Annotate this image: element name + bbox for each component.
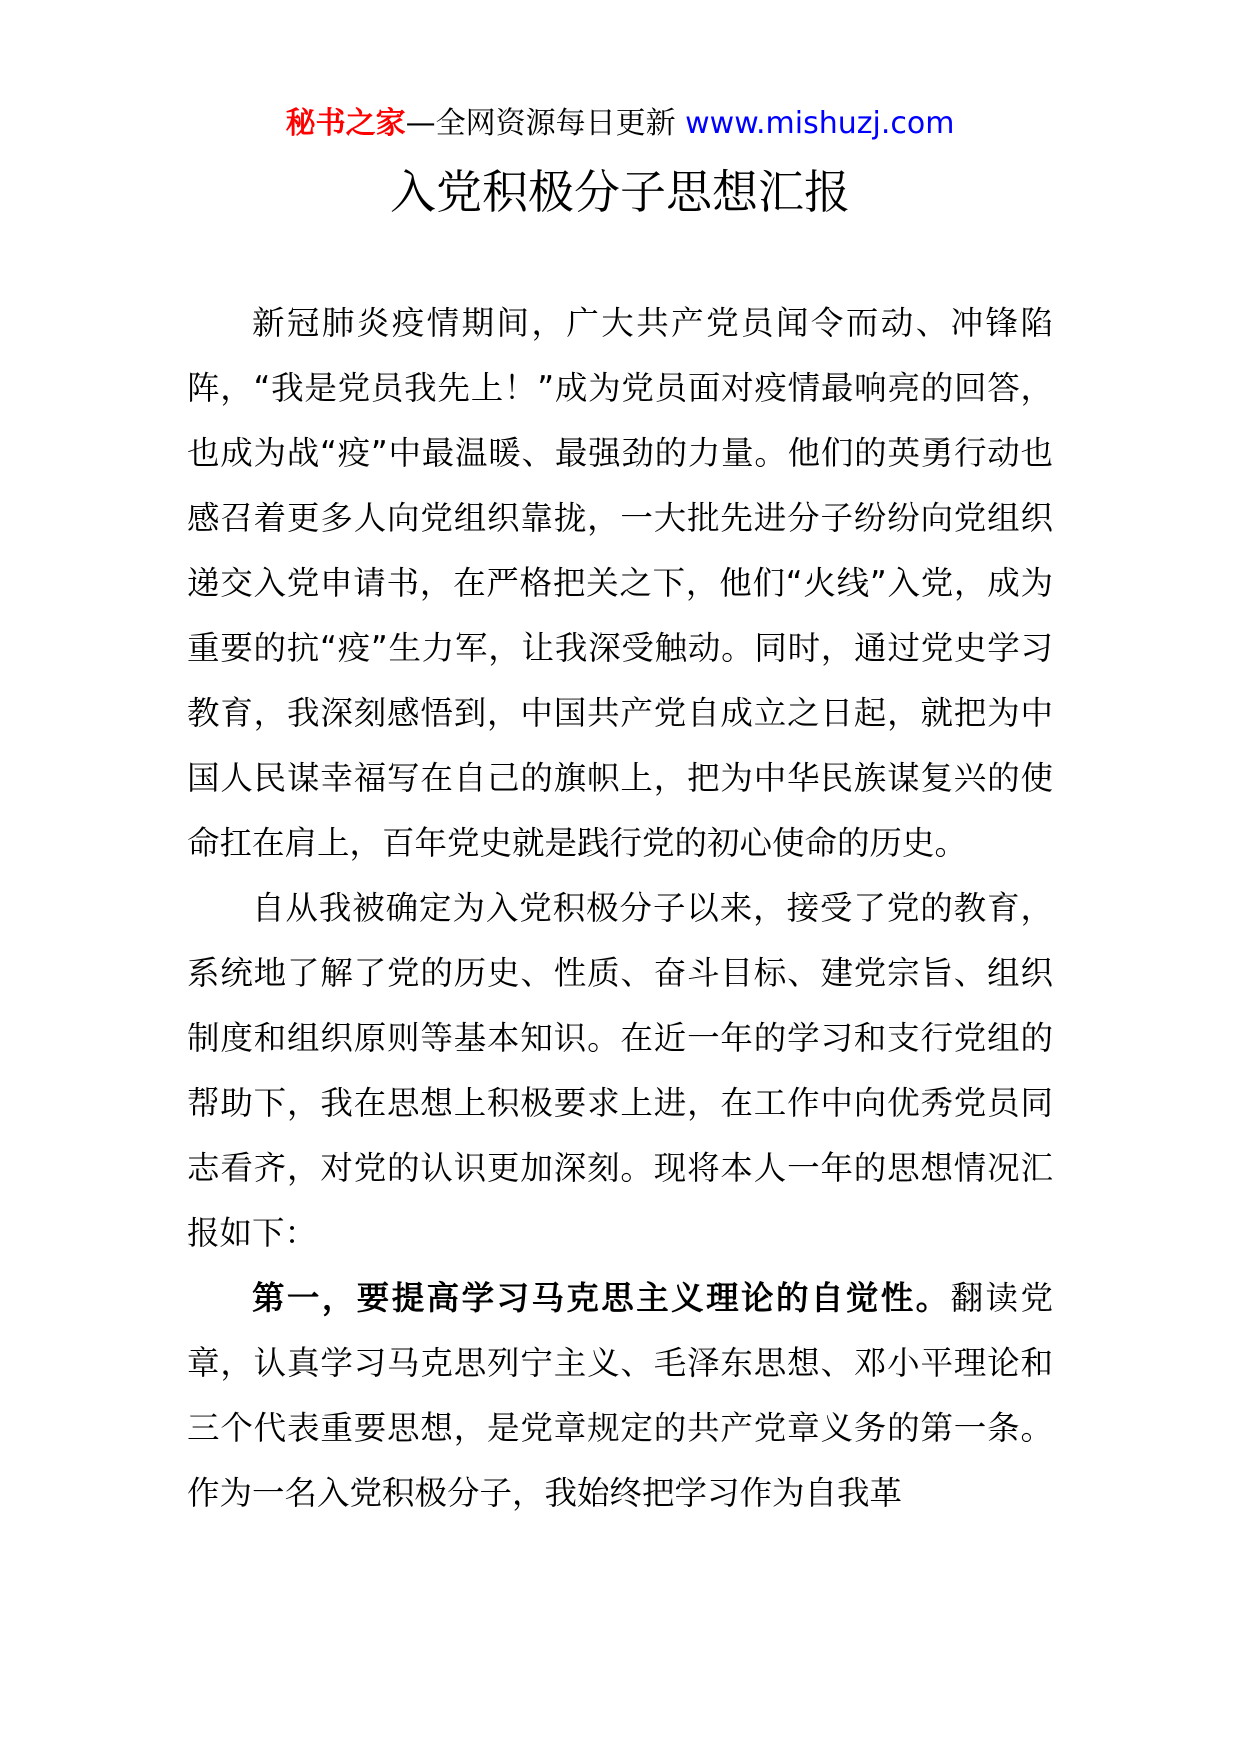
site-header	[0, 102, 1240, 146]
site-url-link[interactable]: www.mishuzj.com	[685, 106, 955, 141]
document-title: 入党积极分子思想汇报	[390, 165, 850, 219]
paragraph-1	[187, 291, 1053, 876]
paragraph-3-lead: 第一，要提高学习马克思主义理论的自觉性。	[252, 1279, 951, 1317]
paragraph-3-text: 翻读党章，认真学习马克思列宁主义、毛泽东思想、邓小平理论和三个代表重要思想，是党章规定的共产党章义务的第一条。作为一名入党积极分子，我始终把学习作为自我革	[187, 1279, 1053, 1512]
document-body	[187, 291, 1053, 1526]
paragraph-1-text: 新冠肺炎疫情期间，广大共产党员闻令而动、冲锋陷阵，“我是党员我先上！”成为党员面对疫情最响亮的回答，也成为战“疫”中最温暖、最强劲的力量。他们的英勇行动也感召着更多人向党组织靠拢，一大批先进分子纷纷向党组织递交入党申请书，在严格把关之下，他们“火线”入党，成为重要的抗“疫”生力军，让我深受触动。同时，通过党史学习教育，我深刻感悟到，中国共产党自成立之日起，就把为中国人民谋幸福写在自己的旗帜上，把为中华民族谋复兴的使命扛在肩上，百年党史就是践行党的初心使命的历史。	[187, 304, 1053, 862]
site-brand: 秘书之家	[285, 106, 406, 141]
site-slogan: —全网资源每日更新	[405, 106, 676, 141]
paragraph-2	[187, 876, 1053, 1266]
paragraph-2-text: 自从我被确定为入党积极分子以来，接受了党的教育，系统地了解了党的历史、性质、奋斗目标、建党宗旨、组织制度和组织原则等基本知识。在近一年的学习和支行党组的帮助下，我在思想上积极要求上进，在工作中向优秀党员同志看齐，对党的认识更加深刻。现将本人一年的思想情况汇报如下：	[187, 889, 1053, 1252]
paragraph-3	[187, 1266, 1053, 1526]
